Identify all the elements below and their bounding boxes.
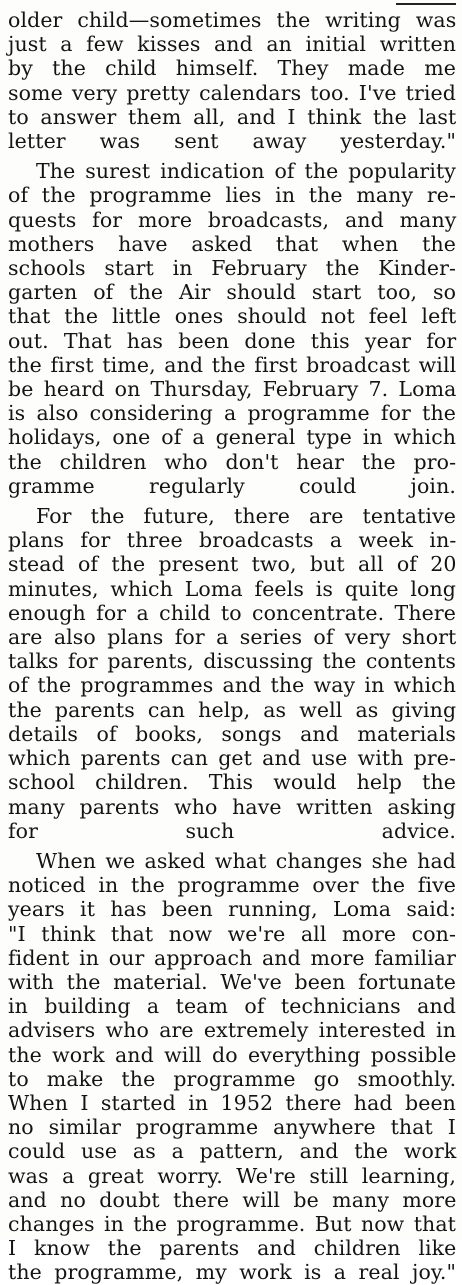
text-line: could use as a pattern, and the work bbox=[8, 1139, 457, 1164]
text-line: garten of the Air should start too, so bbox=[8, 280, 457, 305]
text-line: For the future, there are tentative bbox=[36, 504, 456, 529]
article-paragraph-3 bbox=[8, 504, 456, 843]
text-line: advisers who are extremely interested in bbox=[8, 1018, 456, 1043]
text-line: the children who don't hear the pro- bbox=[8, 449, 457, 474]
text-line: some very pretty calendars too. I've tried bbox=[8, 80, 456, 105]
text-line: many parents who have written asking bbox=[8, 794, 456, 819]
text-line: by the child himself. They made me bbox=[8, 56, 456, 81]
text-line: "I think that now we're all more con- bbox=[8, 921, 456, 946]
text-line: of the programmes and the way in which bbox=[8, 673, 457, 698]
text-line: are also plans for a series of very short bbox=[8, 625, 457, 650]
text-line: The surest indication of the popularity bbox=[36, 159, 456, 184]
text-line: enough for a child to concentrate. There bbox=[8, 600, 456, 625]
text-line: just a few kisses and an initial written bbox=[8, 32, 456, 57]
article-paragraph-4 bbox=[8, 849, 456, 1285]
text-line: fident in our approach and more familiar bbox=[8, 945, 456, 970]
top-rule-divider bbox=[396, 3, 456, 5]
text-line: minutes, which Loma feels is quite long bbox=[8, 576, 456, 601]
text-line: talks for parents, discussing the contents bbox=[8, 649, 456, 674]
article-paragraph-2 bbox=[8, 159, 456, 498]
text-line: is also considering a programme for the bbox=[8, 401, 456, 426]
text-line: and no doubt there will be many more bbox=[8, 1187, 457, 1212]
text-line: holidays, one of a general type in which bbox=[8, 425, 457, 450]
text-line: older child—sometimes the writing was bbox=[8, 8, 457, 32]
text-line: changes in the programme. But now that bbox=[8, 1211, 456, 1236]
text-line: that the little ones should not feel left bbox=[8, 304, 457, 329]
text-line: the first time, and the first broadcast will bbox=[8, 352, 457, 377]
text-line: When I started in 1952 there had been bbox=[8, 1090, 456, 1115]
text-line: which parents can get and use with pre- bbox=[8, 746, 457, 771]
text-line: gramme regularly could join. bbox=[8, 473, 456, 498]
text-line: mothers have asked that when the bbox=[8, 231, 456, 256]
text-line: of the programme lies in the many re- bbox=[8, 183, 456, 208]
text-line: out. That has been done this year for bbox=[8, 328, 457, 353]
text-line: was a great worry. We're still learning, bbox=[8, 1163, 456, 1188]
text-line: plans for three broadcasts a week in- bbox=[8, 528, 457, 553]
text-line: to make the programme go smoothly. bbox=[8, 1066, 457, 1091]
text-line: years it has been running, Loma said: bbox=[8, 897, 457, 922]
text-line: in building a team of technicians and bbox=[8, 994, 456, 1019]
text-line: quests for more broadcasts, and many bbox=[8, 207, 457, 232]
text-line: be heard on Thursday, February 7. Loma bbox=[8, 377, 457, 402]
text-line: details of books, songs and materials bbox=[8, 721, 456, 746]
text-line: to answer them all, and I think the last bbox=[8, 104, 457, 129]
text-line: stead of the present two, but all of 20 bbox=[8, 552, 457, 577]
text-line: school children. This would help the bbox=[8, 770, 456, 795]
text-line: with the material. We've been fortunate bbox=[8, 969, 456, 994]
text-line: for such advice. bbox=[8, 818, 456, 843]
text-line: no similar programme anywhere that I bbox=[8, 1115, 456, 1140]
text-line: the parents can help, as well as giving bbox=[8, 697, 457, 722]
text-line: letter was sent away yesterday." bbox=[8, 129, 456, 154]
text-line: schools start in February the Kinder- bbox=[8, 256, 456, 281]
text-line: noticed in the programme over the five bbox=[8, 873, 457, 898]
text-line: the work and will do everything possible bbox=[8, 1042, 457, 1067]
text-line: When we asked what changes she had bbox=[36, 848, 456, 873]
text-line: I know the parents and children like bbox=[8, 1236, 457, 1261]
article-paragraph-1 bbox=[8, 8, 456, 153]
article-column bbox=[8, 8, 456, 1285]
text-line: the programme, my work is a real joy." bbox=[8, 1260, 456, 1285]
